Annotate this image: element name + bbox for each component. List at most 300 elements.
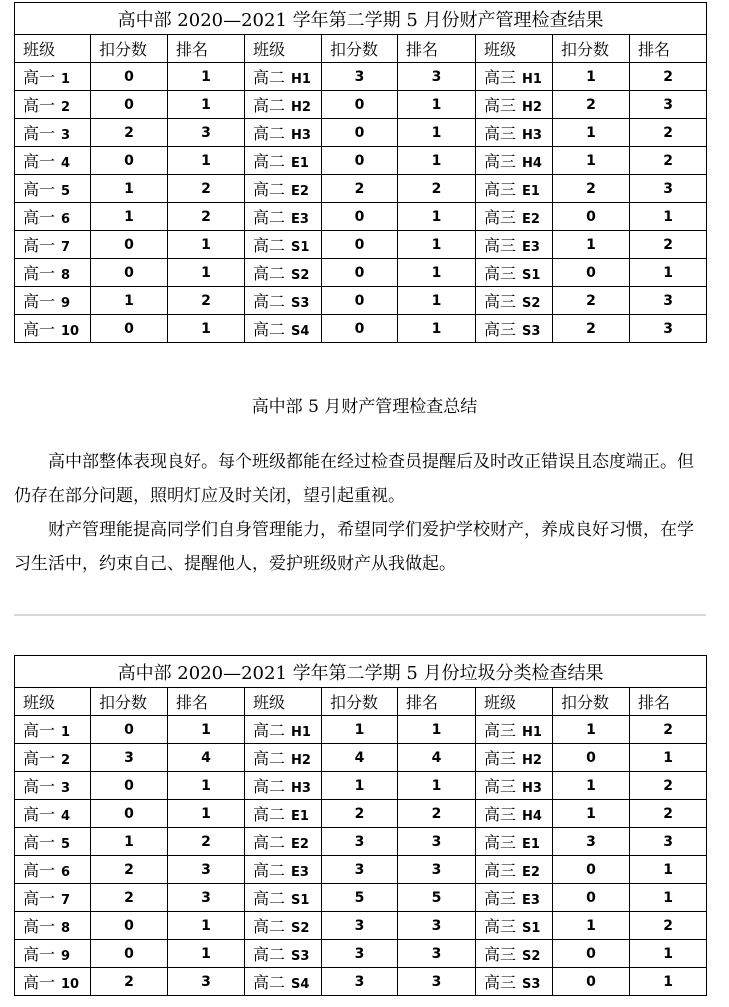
class-code: S1 <box>291 240 310 255</box>
deduction-cell: 1 <box>91 175 168 203</box>
rank-cell: 2 <box>630 147 707 175</box>
summary-body <box>14 445 704 581</box>
deduction-cell: 0 <box>553 203 630 231</box>
table-row <box>15 147 707 175</box>
grade-label: 高一 <box>23 749 56 768</box>
class-name-cell <box>476 175 553 203</box>
rank-cell: 1 <box>168 315 245 343</box>
deduction-cell: 1 <box>91 828 168 856</box>
rank-cell: 2 <box>630 716 707 744</box>
grade-label: 高三 <box>484 124 517 143</box>
column-header: 排名 <box>398 35 476 63</box>
deduction-cell: 2 <box>553 315 630 343</box>
table-row <box>15 772 707 800</box>
class-code: 3 <box>61 781 71 796</box>
summary-paragraph: 高中部整体表现良好。每个班级都能在经过检查员提醒后及时改正错误且态度端正。但仍存在部分问题，照明灯应及时关闭，望引起重视。 <box>14 452 694 506</box>
rank-cell: 2 <box>630 772 707 800</box>
section-divider <box>14 614 706 616</box>
class-code: H2 <box>291 753 311 768</box>
grade-label: 高二 <box>253 96 286 115</box>
rank-cell: 3 <box>398 968 476 996</box>
deduction-cell: 1 <box>553 231 630 259</box>
grade-label: 高一 <box>23 861 56 880</box>
class-name-cell <box>15 259 91 287</box>
class-code: 10 <box>61 324 80 339</box>
deduction-cell: 0 <box>91 231 168 259</box>
class-code: S3 <box>522 977 541 992</box>
rank-cell: 1 <box>168 63 245 91</box>
class-name-cell <box>15 147 91 175</box>
class-name-cell <box>476 287 553 315</box>
grade-label: 高二 <box>253 292 286 311</box>
class-name-cell <box>15 175 91 203</box>
deduction-cell: 3 <box>322 912 398 940</box>
deduction-cell: 0 <box>322 91 398 119</box>
class-code: 1 <box>61 725 71 740</box>
deduction-cell: 1 <box>322 772 398 800</box>
grade-label: 高三 <box>484 236 517 255</box>
rank-cell: 1 <box>168 259 245 287</box>
table-row <box>15 912 707 940</box>
deduction-cell: 5 <box>322 884 398 912</box>
property-result-table <box>14 2 707 343</box>
class-code: 4 <box>61 156 71 171</box>
deduction-cell: 2 <box>91 119 168 147</box>
rank-cell: 1 <box>398 259 476 287</box>
class-name-cell <box>476 91 553 119</box>
rank-cell: 2 <box>168 828 245 856</box>
deduction-cell: 1 <box>553 119 630 147</box>
grade-label: 高二 <box>253 721 286 740</box>
class-code: H3 <box>522 128 542 143</box>
deduction-cell: 1 <box>553 800 630 828</box>
rank-cell: 1 <box>168 800 245 828</box>
grade-label: 高一 <box>23 833 56 852</box>
grade-label: 高一 <box>23 292 56 311</box>
class-name-cell <box>15 884 91 912</box>
class-name-cell <box>15 287 91 315</box>
grade-label: 高二 <box>253 68 286 87</box>
class-name-cell <box>15 772 91 800</box>
class-name-cell <box>245 91 322 119</box>
class-name-cell <box>476 912 553 940</box>
rank-cell: 1 <box>398 772 476 800</box>
grade-label: 高二 <box>253 749 286 768</box>
grade-label: 高一 <box>23 320 56 339</box>
class-name-cell <box>476 744 553 772</box>
rank-cell: 3 <box>168 119 245 147</box>
class-code: H1 <box>522 725 542 740</box>
deduction-cell: 0 <box>322 315 398 343</box>
rank-cell: 1 <box>630 744 707 772</box>
grade-label: 高二 <box>253 208 286 227</box>
rank-cell: 1 <box>398 91 476 119</box>
summary-title: 高中部 5 月财产管理检查总结 <box>251 397 478 417</box>
class-name-cell <box>476 63 553 91</box>
class-name-cell <box>15 315 91 343</box>
class-name-cell <box>245 772 322 800</box>
class-code: S3 <box>291 296 310 311</box>
grade-label: 高一 <box>23 777 56 796</box>
grade-label: 高二 <box>253 889 286 908</box>
rank-cell: 2 <box>630 119 707 147</box>
table-row <box>15 856 707 884</box>
class-code: 7 <box>61 893 71 908</box>
grade-label: 高三 <box>484 68 517 87</box>
summary-paragraph: 财产管理能提高同学们自身管理能力，希望同学们爱护学校财产，养成良好习惯，在学习生活中，约束自己、提醒他人，爱护班级财产从我做起。 <box>14 520 694 574</box>
column-header: 扣分数 <box>322 35 398 63</box>
grade-label: 高三 <box>484 917 517 936</box>
class-name-cell <box>476 147 553 175</box>
deduction-cell: 0 <box>553 940 630 968</box>
rank-cell: 1 <box>630 968 707 996</box>
column-header: 扣分数 <box>91 688 168 716</box>
rank-cell: 1 <box>630 203 707 231</box>
deduction-cell: 0 <box>91 716 168 744</box>
class-name-cell <box>476 800 553 828</box>
class-name-cell <box>476 231 553 259</box>
grade-label: 高三 <box>484 264 517 283</box>
table-row <box>15 287 707 315</box>
deduction-cell: 0 <box>322 231 398 259</box>
class-name-cell <box>245 744 322 772</box>
rank-cell: 1 <box>398 231 476 259</box>
grade-label: 高二 <box>253 805 286 824</box>
deduction-cell: 0 <box>553 856 630 884</box>
class-code: H1 <box>522 72 542 87</box>
class-code: H2 <box>291 100 311 115</box>
class-name-cell <box>245 147 322 175</box>
grade-label: 高二 <box>253 264 286 283</box>
grade-label: 高二 <box>253 152 286 171</box>
class-name-cell <box>245 968 322 996</box>
deduction-cell: 1 <box>553 772 630 800</box>
class-code: E2 <box>291 184 309 199</box>
deduction-cell: 0 <box>91 912 168 940</box>
rank-cell: 3 <box>168 856 245 884</box>
property-header-row <box>15 35 707 63</box>
class-name-cell <box>245 828 322 856</box>
deduction-cell: 0 <box>91 91 168 119</box>
rank-cell: 2 <box>168 175 245 203</box>
class-code: 8 <box>61 921 71 936</box>
class-code: E3 <box>291 212 309 227</box>
rank-cell: 1 <box>168 231 245 259</box>
class-code: S1 <box>522 921 541 936</box>
class-code: 9 <box>61 296 71 311</box>
rank-cell: 1 <box>398 147 476 175</box>
grade-label: 高三 <box>484 889 517 908</box>
rank-cell: 2 <box>630 231 707 259</box>
column-header: 班级 <box>245 688 322 716</box>
class-name-cell <box>15 940 91 968</box>
column-header: 排名 <box>630 688 707 716</box>
table-row <box>15 968 707 996</box>
class-code: 5 <box>61 837 71 852</box>
deduction-cell: 3 <box>91 744 168 772</box>
class-code: E1 <box>291 156 309 171</box>
deduction-cell: 1 <box>91 203 168 231</box>
grade-label: 高一 <box>23 805 56 824</box>
deduction-cell: 0 <box>322 287 398 315</box>
class-code: S2 <box>291 268 310 283</box>
class-code: 2 <box>61 753 71 768</box>
grade-label: 高一 <box>23 236 56 255</box>
class-name-cell <box>476 968 553 996</box>
grade-label: 高二 <box>253 180 286 199</box>
class-name-cell <box>476 315 553 343</box>
deduction-cell: 1 <box>553 912 630 940</box>
column-header: 班级 <box>15 688 91 716</box>
deduction-cell: 1 <box>553 63 630 91</box>
rank-cell: 1 <box>630 884 707 912</box>
deduction-cell: 3 <box>322 968 398 996</box>
class-name-cell <box>245 119 322 147</box>
grade-label: 高一 <box>23 124 56 143</box>
grade-label: 高三 <box>484 292 517 311</box>
deduction-cell: 0 <box>553 744 630 772</box>
column-header: 班级 <box>15 35 91 63</box>
column-header: 排名 <box>168 688 245 716</box>
class-name-cell <box>15 119 91 147</box>
rank-cell: 2 <box>398 800 476 828</box>
class-code: S4 <box>291 324 310 339</box>
class-code: S1 <box>291 893 310 908</box>
class-code: S2 <box>522 949 541 964</box>
class-code: 7 <box>61 240 71 255</box>
class-code: 9 <box>61 949 71 964</box>
grade-label: 高二 <box>253 973 286 992</box>
class-name-cell <box>15 912 91 940</box>
class-name-cell <box>245 856 322 884</box>
rank-cell: 1 <box>168 147 245 175</box>
rank-cell: 1 <box>398 203 476 231</box>
deduction-cell: 0 <box>91 800 168 828</box>
rank-cell: 3 <box>168 968 245 996</box>
rank-cell: 1 <box>398 287 476 315</box>
grade-label: 高三 <box>484 152 517 171</box>
deduction-cell: 1 <box>553 147 630 175</box>
class-name-cell <box>245 175 322 203</box>
class-name-cell <box>476 203 553 231</box>
grade-label: 高三 <box>484 805 517 824</box>
class-code: 8 <box>61 268 71 283</box>
rank-cell: 2 <box>630 63 707 91</box>
grade-label: 高二 <box>253 917 286 936</box>
deduction-cell: 0 <box>322 259 398 287</box>
table-row <box>15 940 707 968</box>
deduction-cell: 2 <box>322 175 398 203</box>
table-row <box>15 800 707 828</box>
class-name-cell <box>245 315 322 343</box>
class-name-cell <box>15 856 91 884</box>
grade-label: 高一 <box>23 973 56 992</box>
garbage-result-table <box>14 655 707 996</box>
class-name-cell <box>476 716 553 744</box>
grade-label: 高三 <box>484 320 517 339</box>
class-code: H4 <box>522 809 542 824</box>
rank-cell: 1 <box>398 119 476 147</box>
table-row <box>15 884 707 912</box>
rank-cell: 3 <box>398 828 476 856</box>
class-name-cell <box>245 884 322 912</box>
class-code: H3 <box>291 781 311 796</box>
grade-label: 高二 <box>253 320 286 339</box>
deduction-cell: 0 <box>553 968 630 996</box>
rank-cell: 1 <box>398 716 476 744</box>
grade-label: 高一 <box>23 208 56 227</box>
class-name-cell <box>476 940 553 968</box>
grade-label: 高二 <box>253 777 286 796</box>
class-code: 5 <box>61 184 71 199</box>
column-header: 班级 <box>476 35 553 63</box>
rank-cell: 3 <box>398 63 476 91</box>
class-name-cell <box>245 912 322 940</box>
grade-label: 高一 <box>23 152 56 171</box>
class-code: E2 <box>522 212 540 227</box>
deduction-cell: 0 <box>553 259 630 287</box>
class-name-cell <box>476 119 553 147</box>
garbage-header-row <box>15 688 707 716</box>
deduction-cell: 0 <box>91 315 168 343</box>
class-code: H3 <box>522 781 542 796</box>
grade-label: 高三 <box>484 749 517 768</box>
grade-label: 高一 <box>23 96 56 115</box>
table-row <box>15 231 707 259</box>
class-code: H2 <box>522 100 542 115</box>
grade-label: 高一 <box>23 889 56 908</box>
rank-cell: 2 <box>630 800 707 828</box>
grade-label: 高三 <box>484 777 517 796</box>
column-header: 排名 <box>630 35 707 63</box>
class-name-cell <box>15 716 91 744</box>
grade-label: 高三 <box>484 861 517 880</box>
class-code: S3 <box>522 324 541 339</box>
class-code: 1 <box>61 72 71 87</box>
class-name-cell <box>245 287 322 315</box>
class-name-cell <box>245 800 322 828</box>
deduction-cell: 1 <box>91 287 168 315</box>
class-name-cell <box>15 968 91 996</box>
table-row <box>15 203 707 231</box>
column-header: 扣分数 <box>91 35 168 63</box>
garbage-table-body <box>15 716 707 996</box>
table-row <box>15 63 707 91</box>
grade-label: 高二 <box>253 945 286 964</box>
property-table-body <box>15 63 707 343</box>
property-table-title: 高中部 2020—2021 学年第二学期 5 月份财产管理检查结果 <box>15 3 707 35</box>
deduction-cell: 0 <box>91 63 168 91</box>
deduction-cell: 2 <box>553 175 630 203</box>
class-name-cell <box>245 63 322 91</box>
class-code: H3 <box>291 128 311 143</box>
deduction-cell: 1 <box>553 716 630 744</box>
grade-label: 高三 <box>484 833 517 852</box>
class-code: H1 <box>291 725 311 740</box>
class-name-cell <box>15 203 91 231</box>
class-name-cell <box>245 716 322 744</box>
class-code: 6 <box>61 212 71 227</box>
grade-label: 高二 <box>253 236 286 255</box>
rank-cell: 3 <box>398 912 476 940</box>
column-header: 排名 <box>398 688 476 716</box>
class-name-cell <box>476 884 553 912</box>
rank-cell: 3 <box>630 828 707 856</box>
rank-cell: 4 <box>398 744 476 772</box>
table-row <box>15 716 707 744</box>
class-name-cell <box>15 63 91 91</box>
deduction-cell: 2 <box>91 856 168 884</box>
grade-label: 高二 <box>253 861 286 880</box>
class-name-cell <box>476 772 553 800</box>
grade-label: 高一 <box>23 264 56 283</box>
deduction-cell: 0 <box>91 772 168 800</box>
rank-cell: 3 <box>168 884 245 912</box>
grade-label: 高三 <box>484 180 517 199</box>
deduction-cell: 2 <box>322 800 398 828</box>
class-code: H2 <box>522 753 542 768</box>
rank-cell: 3 <box>630 91 707 119</box>
class-name-cell <box>476 259 553 287</box>
class-name-cell <box>476 856 553 884</box>
class-code: E1 <box>291 809 309 824</box>
table-row <box>15 744 707 772</box>
rank-cell: 3 <box>630 287 707 315</box>
grade-label: 高三 <box>484 973 517 992</box>
class-name-cell <box>476 828 553 856</box>
grade-label: 高三 <box>484 945 517 964</box>
grade-label: 高三 <box>484 96 517 115</box>
grade-label: 高二 <box>253 833 286 852</box>
rank-cell: 1 <box>168 940 245 968</box>
rank-cell: 1 <box>168 716 245 744</box>
table-row <box>15 175 707 203</box>
rank-cell: 1 <box>398 315 476 343</box>
grade-label: 高三 <box>484 721 517 740</box>
table-row <box>15 91 707 119</box>
class-code: E1 <box>522 184 540 199</box>
deduction-cell: 3 <box>322 940 398 968</box>
column-header: 扣分数 <box>553 35 630 63</box>
rank-cell: 1 <box>168 91 245 119</box>
deduction-cell: 3 <box>322 63 398 91</box>
rank-cell: 2 <box>398 175 476 203</box>
class-name-cell <box>15 231 91 259</box>
deduction-cell: 0 <box>553 884 630 912</box>
table-row <box>15 119 707 147</box>
grade-label: 高三 <box>484 208 517 227</box>
class-code: 4 <box>61 809 71 824</box>
rank-cell: 1 <box>630 259 707 287</box>
deduction-cell: 2 <box>553 91 630 119</box>
deduction-cell: 3 <box>553 828 630 856</box>
class-code: S2 <box>522 296 541 311</box>
column-header: 班级 <box>245 35 322 63</box>
table-row <box>15 828 707 856</box>
rank-cell: 3 <box>398 856 476 884</box>
class-name-cell <box>15 744 91 772</box>
rank-cell: 2 <box>630 912 707 940</box>
deduction-cell: 1 <box>322 716 398 744</box>
deduction-cell: 0 <box>91 940 168 968</box>
class-code: 2 <box>61 100 71 115</box>
rank-cell: 3 <box>630 175 707 203</box>
class-name-cell <box>15 800 91 828</box>
deduction-cell: 2 <box>91 884 168 912</box>
class-code: E2 <box>291 837 309 852</box>
class-code: S3 <box>291 949 310 964</box>
deduction-cell: 0 <box>322 119 398 147</box>
